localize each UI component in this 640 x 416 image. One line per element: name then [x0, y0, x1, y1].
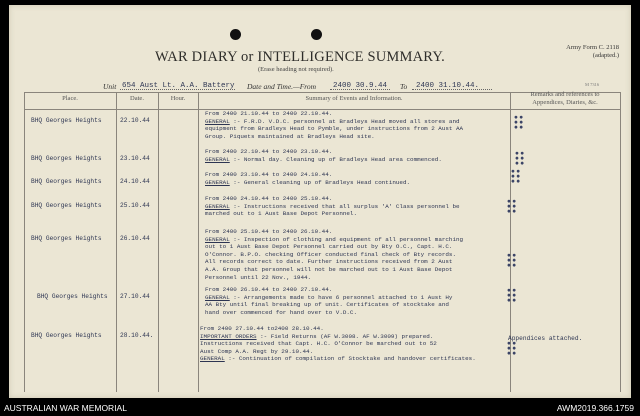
col-header-hour: Hour.: [170, 95, 186, 102]
col-header-date: Date.: [130, 95, 144, 102]
summary-line: [205, 258, 463, 266]
handwritten-initial: ⠿: [512, 114, 526, 135]
army-form-line1: Army Form C. 2118: [566, 44, 619, 51]
col-divider-place: [116, 92, 117, 392]
summary-text: AA Bty until final breaking up of unit. Certificates of stocktake and: [205, 301, 449, 309]
summary-text: From 2400 26.10.44 to 2400 27.10.44.: [205, 286, 333, 293]
summary-text: From 2400 23.10.44 to 2400 24.10.44.: [205, 171, 333, 178]
summary-line: [200, 340, 476, 348]
entry-place: BHQ Georges Heights: [31, 178, 102, 185]
entry-date: 24.10.44: [120, 178, 150, 185]
summary-line: [205, 171, 410, 179]
punch-hole-right: [311, 29, 322, 40]
summary-line: [205, 156, 442, 164]
summary-text: :- F.R.D. V.D.C. personnel at Bradleys Head moved all stores and: [229, 117, 460, 125]
form-code: M 7316: [585, 82, 600, 87]
summary-heading: GENERAL: [205, 178, 230, 186]
summary-text: A.A. Group that personnel will not be marched out to 1 Aust Base Depot: [205, 265, 453, 273]
summary-heading: IMPORTANT ORDERS: [200, 332, 257, 340]
summary-line: [200, 333, 476, 341]
summary-text: From 2400 22.10.44 to 2400 23.10.44.: [205, 148, 333, 155]
summary-text: out to 1 Aust Base Depot Personnel carried out by Bty O.C., Capt. H.C.: [205, 243, 453, 251]
col-header-remarks-line2: Appendices, Diaries, &c.: [532, 98, 598, 106]
entry-date: 23.10.44: [120, 155, 150, 162]
col-header-remarks-line1: Remarks and references to: [530, 91, 600, 98]
entry-summary: [205, 286, 452, 316]
summary-text: equipment from Bradleys Head to Pymble, under instructions from 2 Aust AA: [205, 125, 464, 133]
summary-text: :- Continuation of compilation of Stocktake and handover certificates.: [224, 355, 476, 363]
summary-line: [205, 294, 452, 302]
summary-line: [205, 210, 460, 218]
summary-text: :- General cleaning up of Bradleys Head continued.: [229, 178, 411, 186]
entry-place: BHQ Georges Heights: [37, 293, 108, 300]
table-right-border: [620, 92, 621, 392]
unit-dotline: [120, 89, 235, 90]
summary-line: [200, 348, 476, 356]
to-value: 2400 31.10.44.: [416, 82, 480, 90]
summary-line: [205, 118, 463, 126]
summary-heading: GENERAL: [205, 202, 230, 210]
form-subtitle: (Erase heading not required).: [258, 66, 334, 73]
summary-heading: GENERAL: [200, 355, 225, 363]
handwritten-initial: ⠿: [509, 168, 523, 189]
summary-heading: GENERAL: [205, 155, 230, 163]
summary-line: [205, 243, 463, 251]
handwritten-initial: ⠿: [513, 150, 527, 171]
col-header-place: Place.: [62, 95, 78, 102]
army-form-number: [553, 44, 619, 60]
punch-hole-left: [230, 29, 241, 40]
entry-summary: [205, 195, 460, 218]
entry-place: BHQ Georges Heights: [31, 155, 102, 162]
entry-date: 25.10.44: [120, 202, 150, 209]
summary-line: [205, 203, 460, 211]
form-title: WAR DIARY or INTELLIGENCE SUMMARY.: [155, 49, 445, 65]
caption-institution: AUSTRALIAN WAR MEMORIAL: [4, 403, 127, 413]
summary-text: Personnel until 22 Nov., 1944.: [205, 273, 312, 281]
summary-text: :- Field Returns (AF W.3008. AF W.3009) prepared.: [256, 332, 434, 340]
summary-text: hand over commenced for hand over to V.D.C.: [205, 308, 358, 316]
summary-line: [205, 195, 460, 203]
summary-line: [205, 110, 463, 118]
entry-summary: [200, 325, 476, 363]
summary-text: All records correct to date. Further instructions received from 2 Aust: [205, 258, 453, 266]
summary-line: [205, 301, 452, 309]
table-left-border: [24, 92, 25, 392]
col-divider-date: [158, 92, 159, 392]
summary-text: From 2400 24.10.44 to 2400 25.10.44.: [205, 195, 333, 202]
col-header-summary: Summary of Events and Information.: [305, 95, 403, 102]
handwritten-initial: ⠿: [505, 252, 519, 273]
col-header-remarks: [510, 91, 620, 106]
army-form-line2: (adapted.): [592, 52, 619, 59]
col-divider-hour: [198, 92, 199, 392]
handwritten-initial: ⠿: [505, 287, 519, 308]
entry-summary: [205, 171, 410, 186]
summary-heading: GENERAL: [205, 293, 230, 301]
summary-text: :- Inspection of clothing and equipment of all personnel marching: [229, 235, 464, 243]
handwritten-initial: ⠿: [505, 340, 519, 361]
entry-place: BHQ Georges Heights: [31, 235, 102, 242]
summary-line: [205, 251, 463, 259]
summary-line: [205, 309, 452, 317]
entry-date: 27.10.44: [120, 293, 150, 300]
summary-line: [205, 125, 463, 133]
summary-heading: GENERAL: [205, 117, 230, 125]
summary-text: From 2400 27.10.44 to2400 28.10.44.: [200, 325, 324, 332]
handwritten-initial: ⠿: [505, 198, 519, 219]
caption-accession: AWM2019.366.1759: [556, 403, 634, 413]
summary-heading: GENERAL: [205, 235, 230, 243]
summary-line: [200, 325, 476, 333]
entry-date: 22.10.44: [120, 117, 150, 124]
summary-line: [205, 133, 463, 141]
entry-place: BHQ Georges Heights: [31, 332, 102, 339]
summary-text: :- Arrangements made to have 6 personnel attached to 1 Aust Hy: [229, 293, 453, 301]
summary-line: [205, 286, 452, 294]
from-dotline: [330, 89, 390, 90]
summary-text: Instructions received that Capt. H.C. O'Connor be marched out to 52: [200, 340, 437, 348]
from-value: 2400 30.9.44: [333, 82, 388, 90]
to-dotline: [412, 89, 492, 90]
unit-label: Unit: [103, 82, 117, 91]
entry-summary: [205, 110, 463, 140]
summary-line: [205, 148, 442, 156]
summary-line: [205, 179, 410, 187]
entry-place: BHQ Georges Heights: [31, 117, 102, 124]
summary-line: [205, 266, 463, 274]
entry-summary: [205, 148, 442, 163]
summary-text: marched out to 1 Aust Base Depot Personnel.: [205, 210, 358, 218]
summary-line: [205, 274, 463, 282]
summary-line: [200, 355, 476, 363]
unit-value: 654 Aust Lt. A.A. Battery: [122, 82, 235, 90]
summary-line: [205, 228, 463, 236]
summary-text: :- Instructions received that all surplus 'A' Class personnel be: [229, 202, 460, 210]
remark-appendices: Appendices attached.: [508, 335, 583, 342]
entry-summary: [205, 228, 463, 281]
summary-text: :- Normal day. Cleaning up of Bradleys Head area commenced.: [229, 155, 442, 163]
date-time-label: Date and Time.—From: [247, 82, 317, 91]
entry-place: BHQ Georges Heights: [31, 202, 102, 209]
summary-text: O'Connor. B.P.O. checking Officer conducted final check of Bty records.: [205, 250, 456, 258]
summary-text: Group. Piquets maintained at Bradleys Head site.: [205, 132, 375, 140]
summary-text: Aust Comp A.A. Regt by 29.10.44.: [200, 347, 314, 355]
summary-text: From 2400 21.10.44 to 2400 22.10.44.: [205, 110, 333, 117]
summary-line: [205, 236, 463, 244]
entry-date: 28.10.44.: [120, 332, 154, 339]
to-label: To: [400, 82, 408, 91]
entry-date: 26.10.44: [120, 235, 150, 242]
summary-text: From 2400 25.10.44 to 2400 26.10.44.: [205, 228, 333, 235]
